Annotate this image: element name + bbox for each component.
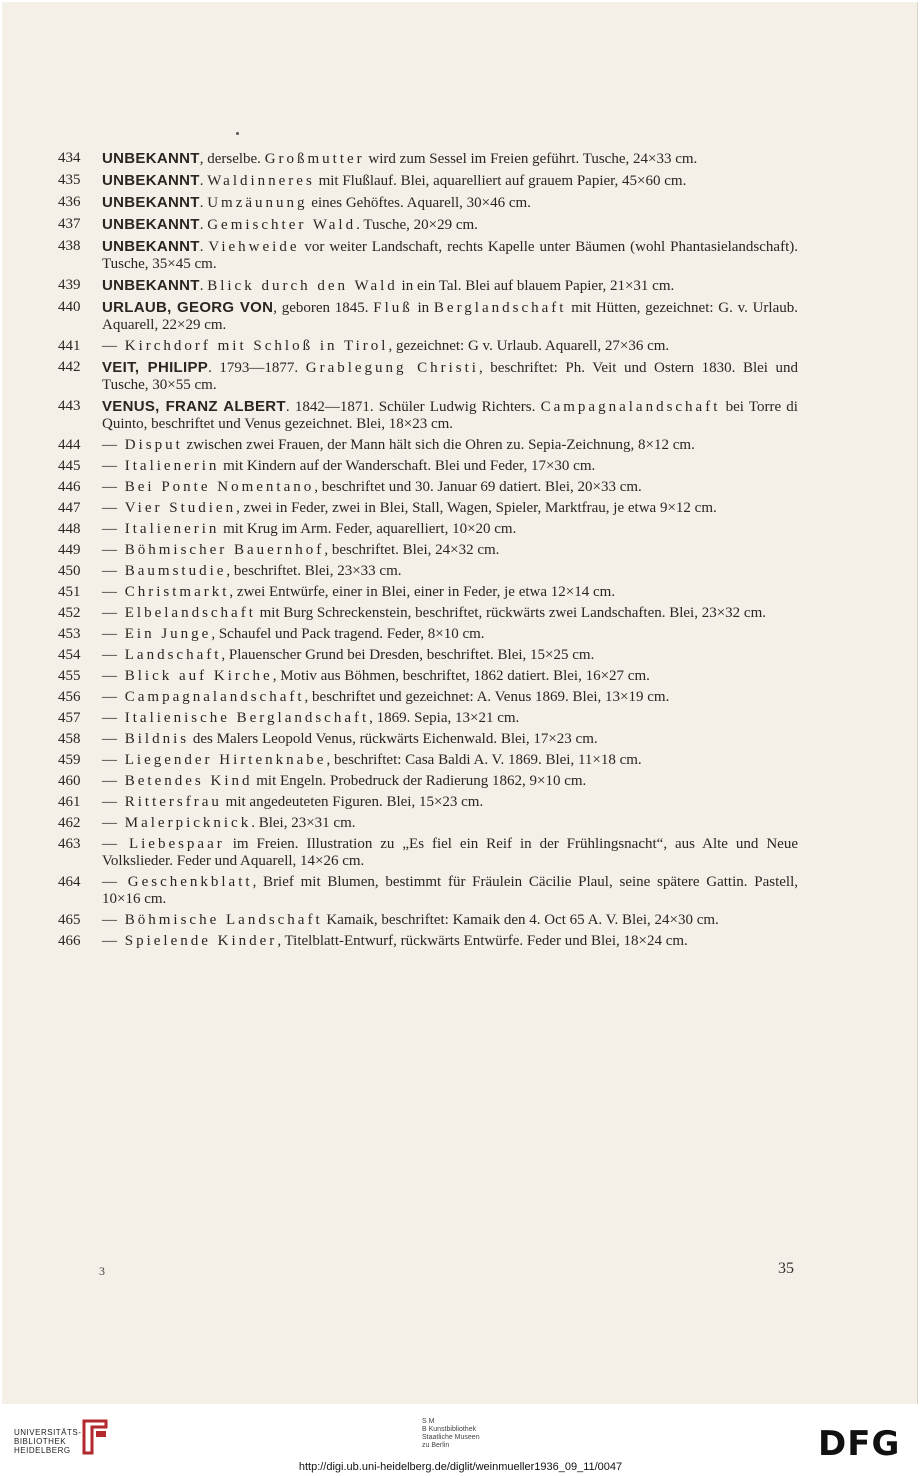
artwork-title: Spielende Kinder (124, 933, 278, 949)
entry-text: mit Flußlauf. Blei, aquarelliert auf grauem Papier, 45×60 cm. (314, 173, 687, 189)
artist-name: UNBEKANNT (102, 216, 200, 233)
entry-text: mit Engeln. Probedruck der Radierung 1862, 9×10 cm. (252, 773, 587, 789)
catalog-entry (58, 836, 798, 870)
catalog-entry (58, 479, 798, 496)
entry-number: 456 (58, 689, 81, 705)
entry-number: 466 (58, 933, 81, 949)
entry-text: , beschriftet: Casa Baldi A. V. 1869. Blei, 11×18 cm. (326, 752, 642, 768)
entry-text: bei Torre di Quinto, beschriftet und Venus gezeichnet. Blei, 18×23 cm. (102, 399, 798, 432)
artwork-title: Campagnalandschaft (540, 399, 721, 415)
artwork-title: Elbelandschaft (124, 605, 256, 621)
source-url-link[interactable]: http://digi.ub.uni-heidelberg.de/diglit/weinmueller1936_09_11/0047 (298, 1461, 623, 1473)
artwork-title: Betendes Kind (124, 773, 253, 789)
artwork-title: Grablegung Christi (305, 360, 479, 376)
entry-text: , derselbe. (199, 151, 265, 167)
entry-text: mit Krug im Arm. Feder, aquarelliert, 10×20 cm. (219, 521, 517, 537)
center-logo-line: zu Berlin (422, 1442, 450, 1449)
catalog-entry (58, 299, 798, 334)
artwork-title: Disput (124, 437, 183, 453)
artwork-title: Viehweide (208, 239, 300, 255)
footer-bar (0, 1404, 921, 1476)
entry-number: 441 (58, 338, 81, 354)
entry-text: , beschriftet und gezeichnet: A. Venus 1869. Blei, 13×19 cm. (304, 689, 670, 705)
entry-text: — (102, 338, 121, 354)
catalog-entry (58, 542, 798, 559)
entry-text: . (199, 195, 208, 211)
entry-number: 448 (58, 521, 81, 537)
catalog-entry (58, 794, 798, 811)
entry-number: 463 (58, 836, 81, 852)
catalog-entry (58, 437, 798, 454)
artist-name: UNBEKANNT (102, 194, 200, 211)
catalog-entry (58, 626, 798, 643)
catalog-entry (58, 458, 798, 475)
entry-text: zwischen zwei Frauen, der Mann hält sich die Ohren zu. Sepia-Zeichnung, 8×12 cm. (182, 437, 695, 453)
entry-number: 449 (58, 542, 81, 558)
catalog-entry (58, 150, 798, 168)
artwork-title: Liebespaar (128, 836, 225, 852)
entry-text: . (199, 239, 209, 255)
catalog-entry (58, 710, 798, 727)
entry-text: — (102, 458, 121, 474)
catalog-entry (58, 398, 798, 433)
entry-text: — (102, 479, 121, 495)
entry-number: 452 (58, 605, 81, 621)
artwork-title: Blick durch den Wald (207, 278, 398, 294)
entry-number: 446 (58, 479, 81, 495)
speck-mark (236, 132, 239, 135)
artist-name: UNBEKANNT (102, 277, 200, 294)
artwork-title: Berglandschaft (433, 300, 567, 316)
artwork-title: Liegender Hirtenknabe (124, 752, 327, 768)
entry-number: 455 (58, 668, 81, 684)
entry-number: 444 (58, 437, 81, 453)
entry-number: 462 (58, 815, 81, 831)
entry-number: 460 (58, 773, 81, 789)
catalog-entries (58, 150, 798, 954)
catalog-entry (58, 689, 798, 706)
entry-text: , zwei Entwürfe, einer in Blei, einer in Feder, je etwa 12×14 cm. (229, 584, 616, 600)
catalog-entry (58, 605, 798, 622)
entry-text: mit angedeuteten Figuren. Blei, 15×23 cm. (221, 794, 484, 810)
university-line: BIBLIOTHEK (14, 1437, 67, 1446)
catalog-entry (58, 521, 798, 538)
entry-text: — (102, 773, 121, 789)
entry-text: , beschriftet: Ph. Veit und Ostern 1830. Blei und Tusche, 30×55 cm. (102, 360, 799, 393)
center-logo-line: S M (422, 1418, 435, 1425)
entry-text: , geboren 1845. (273, 300, 374, 316)
catalog-entry (58, 647, 798, 664)
entry-text: — (102, 874, 124, 890)
catalog-entry (58, 874, 798, 908)
artwork-title: Bei Ponte Nomentano (124, 479, 315, 495)
artwork-title: Waldinneres (207, 173, 315, 189)
entry-text: eines Gehöftes. Aquarell, 30×46 cm. (307, 195, 531, 211)
entry-text: , Motiv aus Böhmen, beschriftet, 1862 datiert. Blei, 16×27 cm. (272, 668, 650, 684)
entry-text: — (102, 815, 121, 831)
entry-number: 464 (58, 874, 81, 890)
kunstbibliothek-logo[interactable] (422, 1418, 480, 1450)
entry-number: 440 (58, 299, 81, 315)
artwork-title: Italienerin (124, 458, 220, 474)
entry-text: — (102, 752, 121, 768)
entry-text: wird zum Sessel im Freien geführt. Tusche, 24×33 cm. (364, 151, 698, 167)
entry-text: . Blei, 23×31 cm. (251, 815, 356, 831)
entry-text: , Schaufel und Pack tragend. Feder, 8×10 cm. (211, 626, 485, 642)
entry-text: , Titelblatt-Entwurf, rückwärts Entwürfe. Feder und Blei, 18×24 cm. (277, 933, 688, 949)
catalog-entry (58, 912, 798, 929)
entry-number: 445 (58, 458, 81, 474)
catalog-entry (58, 752, 798, 769)
catalog-entry (58, 815, 798, 832)
catalog-entry (58, 194, 798, 212)
entry-number: 465 (58, 912, 81, 928)
entry-text: — (102, 542, 121, 558)
center-logo-line: B Kunstbibliothek (422, 1426, 477, 1433)
artwork-title: Landschaft (124, 647, 222, 663)
entry-text: , beschriftet und 30. Januar 69 datiert. Blei, 20×33 cm. (314, 479, 642, 495)
artwork-title: Böhmische Landschaft (124, 912, 323, 928)
entry-number: 436 (58, 194, 81, 210)
catalog-entry (58, 338, 798, 355)
entry-text: — (102, 836, 125, 852)
artwork-title: Malerpicknick (124, 815, 252, 831)
catalog-entry (58, 584, 798, 601)
entry-number: 453 (58, 626, 81, 642)
center-logo-line: Staatliche Museen (422, 1434, 480, 1441)
artist-name: UNBEKANNT (102, 172, 200, 189)
entry-number: 459 (58, 752, 81, 768)
entry-text: — (102, 500, 121, 516)
catalog-entry (58, 359, 798, 394)
entry-text: . 1793—1877. (208, 360, 306, 376)
entry-number: 461 (58, 794, 81, 810)
entry-text: , 1869. Sepia, 13×21 cm. (369, 710, 520, 726)
entry-number: 450 (58, 563, 81, 579)
university-line: UNIVERSITÄTS- (14, 1428, 82, 1437)
artwork-title: Böhmischer Bauernhof (124, 542, 325, 558)
artwork-title: Kirchdorf mit Schloß in Tirol (124, 338, 389, 354)
artwork-title: Baumstudie (124, 563, 227, 579)
artwork-title: Gemischter Wald (207, 217, 357, 233)
entry-text: mit Kindern auf der Wanderschaft. Blei und Feder, 17×30 cm. (219, 458, 596, 474)
artwork-title: Christmarkt (124, 584, 230, 600)
artwork-title: Vier Studien (124, 500, 237, 516)
artist-name: UNBEKANNT (102, 238, 200, 255)
entry-number: 457 (58, 710, 81, 726)
entry-text: Kamaik, beschriftet: Kamaik den 4. Oct 65 A. V. Blei, 24×30 cm. (322, 912, 719, 928)
artwork-title: Campagnalandschaft (124, 689, 305, 705)
university-line: HEIDELBERG (14, 1446, 71, 1455)
entry-text: , Plauenscher Grund bei Dresden, beschriftet. Blei, 15×25 cm. (221, 647, 595, 663)
entry-text: in ein Tal. Blei auf blauem Papier, 21×31 cm. (397, 278, 675, 294)
entry-number: 442 (58, 359, 81, 375)
entry-text: . (199, 217, 208, 233)
entry-text: vor weiter Landschaft, rechts Kapelle unter Bäumen (wohl Phantasielandschaft). Tusche, 35×45 cm. (102, 239, 798, 272)
entry-text: mit Burg Schreckenstein, beschriftet, rückwärts zwei Landschaften. Blei, 23×32 cm. (255, 605, 767, 621)
entry-text: — (102, 933, 121, 949)
catalog-entry (58, 933, 798, 950)
artwork-title: Fluß (373, 300, 413, 316)
entry-text: — (102, 710, 121, 726)
entry-text: des Malers Leopold Venus, rückwärts Eichenwald. Blei, 17×23 cm. (189, 731, 598, 747)
entry-text: — (102, 584, 121, 600)
artwork-title: Blick auf Kirche (124, 668, 273, 684)
catalog-entry (58, 238, 798, 273)
entry-number: 435 (58, 172, 81, 188)
signature-mark: 3 (99, 1264, 105, 1278)
catalog-entry (58, 500, 798, 517)
scanned-page (2, 2, 918, 1404)
entry-text: — (102, 794, 121, 810)
university-library-label[interactable] (14, 1428, 81, 1455)
entry-text: — (102, 731, 121, 747)
entry-number: 454 (58, 647, 81, 663)
entry-text: in (412, 300, 434, 316)
entry-text: — (102, 912, 121, 928)
entry-text: — (102, 647, 121, 663)
entry-number: 443 (58, 398, 81, 414)
dfg-logo[interactable]: DFG (818, 1424, 901, 1464)
artist-name: VENUS, FRANZ ALBERT (102, 398, 286, 415)
artwork-title: Bildnis (124, 731, 190, 747)
artwork-title: Großmutter (264, 151, 365, 167)
entry-text: , beschriftet. Blei, 23×33 cm. (226, 563, 402, 579)
entry-text: — (102, 668, 121, 684)
artwork-title: Umzäunung (207, 195, 308, 211)
entry-number: 451 (58, 584, 81, 600)
entry-text: , Brief mit Blumen, bestimmt für Fräulein Cäcilie Plaul, seine spätere Gattin. Pastell, 10×16 cm. (102, 874, 798, 907)
entry-number: 438 (58, 238, 81, 254)
entry-number: 434 (58, 150, 81, 166)
entry-text: — (102, 626, 121, 642)
catalog-entry (58, 668, 798, 685)
entry-text: , zwei in Feder, zwei in Blei, Stall, Wagen, Spieler, Marktfrau, je etwa 9×12 cm. (236, 500, 717, 516)
artwork-title: Ein Junge (124, 626, 212, 642)
artist-name: VEIT, PHILIPP (102, 359, 209, 376)
entry-text: — (102, 605, 121, 621)
artwork-title: Italienerin (124, 521, 220, 537)
entry-text: . (199, 278, 208, 294)
entry-number: 437 (58, 216, 81, 232)
entry-text: — (102, 521, 121, 537)
entry-text: — (102, 437, 121, 453)
entry-number: 439 (58, 277, 81, 293)
catalog-entry (58, 216, 798, 234)
entry-text: . Tusche, 20×29 cm. (356, 217, 478, 233)
entry-text: . (199, 173, 208, 189)
artwork-title: Italienische Berglandschaft (124, 710, 370, 726)
catalog-entry (58, 731, 798, 748)
entry-text: , beschriftet. Blei, 24×32 cm. (324, 542, 500, 558)
entry-text: — (102, 563, 121, 579)
university-logo-icon[interactable] (80, 1419, 110, 1455)
catalog-entry (58, 773, 798, 790)
artist-name: URLAUB, GEORG VON (102, 299, 274, 316)
entry-number: 458 (58, 731, 81, 747)
page-number: 35 (778, 1260, 794, 1277)
entry-text: mit Hütten, gezeichnet: G. v. Urlaub. Aquarell, 22×29 cm. (102, 300, 798, 333)
artwork-title: Rittersfrau (124, 794, 222, 810)
entry-number: 447 (58, 500, 81, 516)
entry-text: , gezeichnet: G v. Urlaub. Aquarell, 27×36 cm. (388, 338, 670, 354)
catalog-entry (58, 172, 798, 190)
entry-text: im Freien. Illustration zu „Es fiel ein Reif in der Frühlingsnacht“, aus Alte und Neue Volkslieder. Feder und Aquarell, 14×26 cm. (102, 836, 799, 869)
catalog-entry (58, 563, 798, 580)
entry-text: — (102, 689, 121, 705)
artwork-title: Geschenkblatt (127, 874, 253, 890)
catalog-entry (58, 277, 798, 295)
entry-text: . 1842—1871. Schüler Ludwig Richters. (285, 399, 541, 415)
artist-name: UNBEKANNT (102, 150, 200, 167)
